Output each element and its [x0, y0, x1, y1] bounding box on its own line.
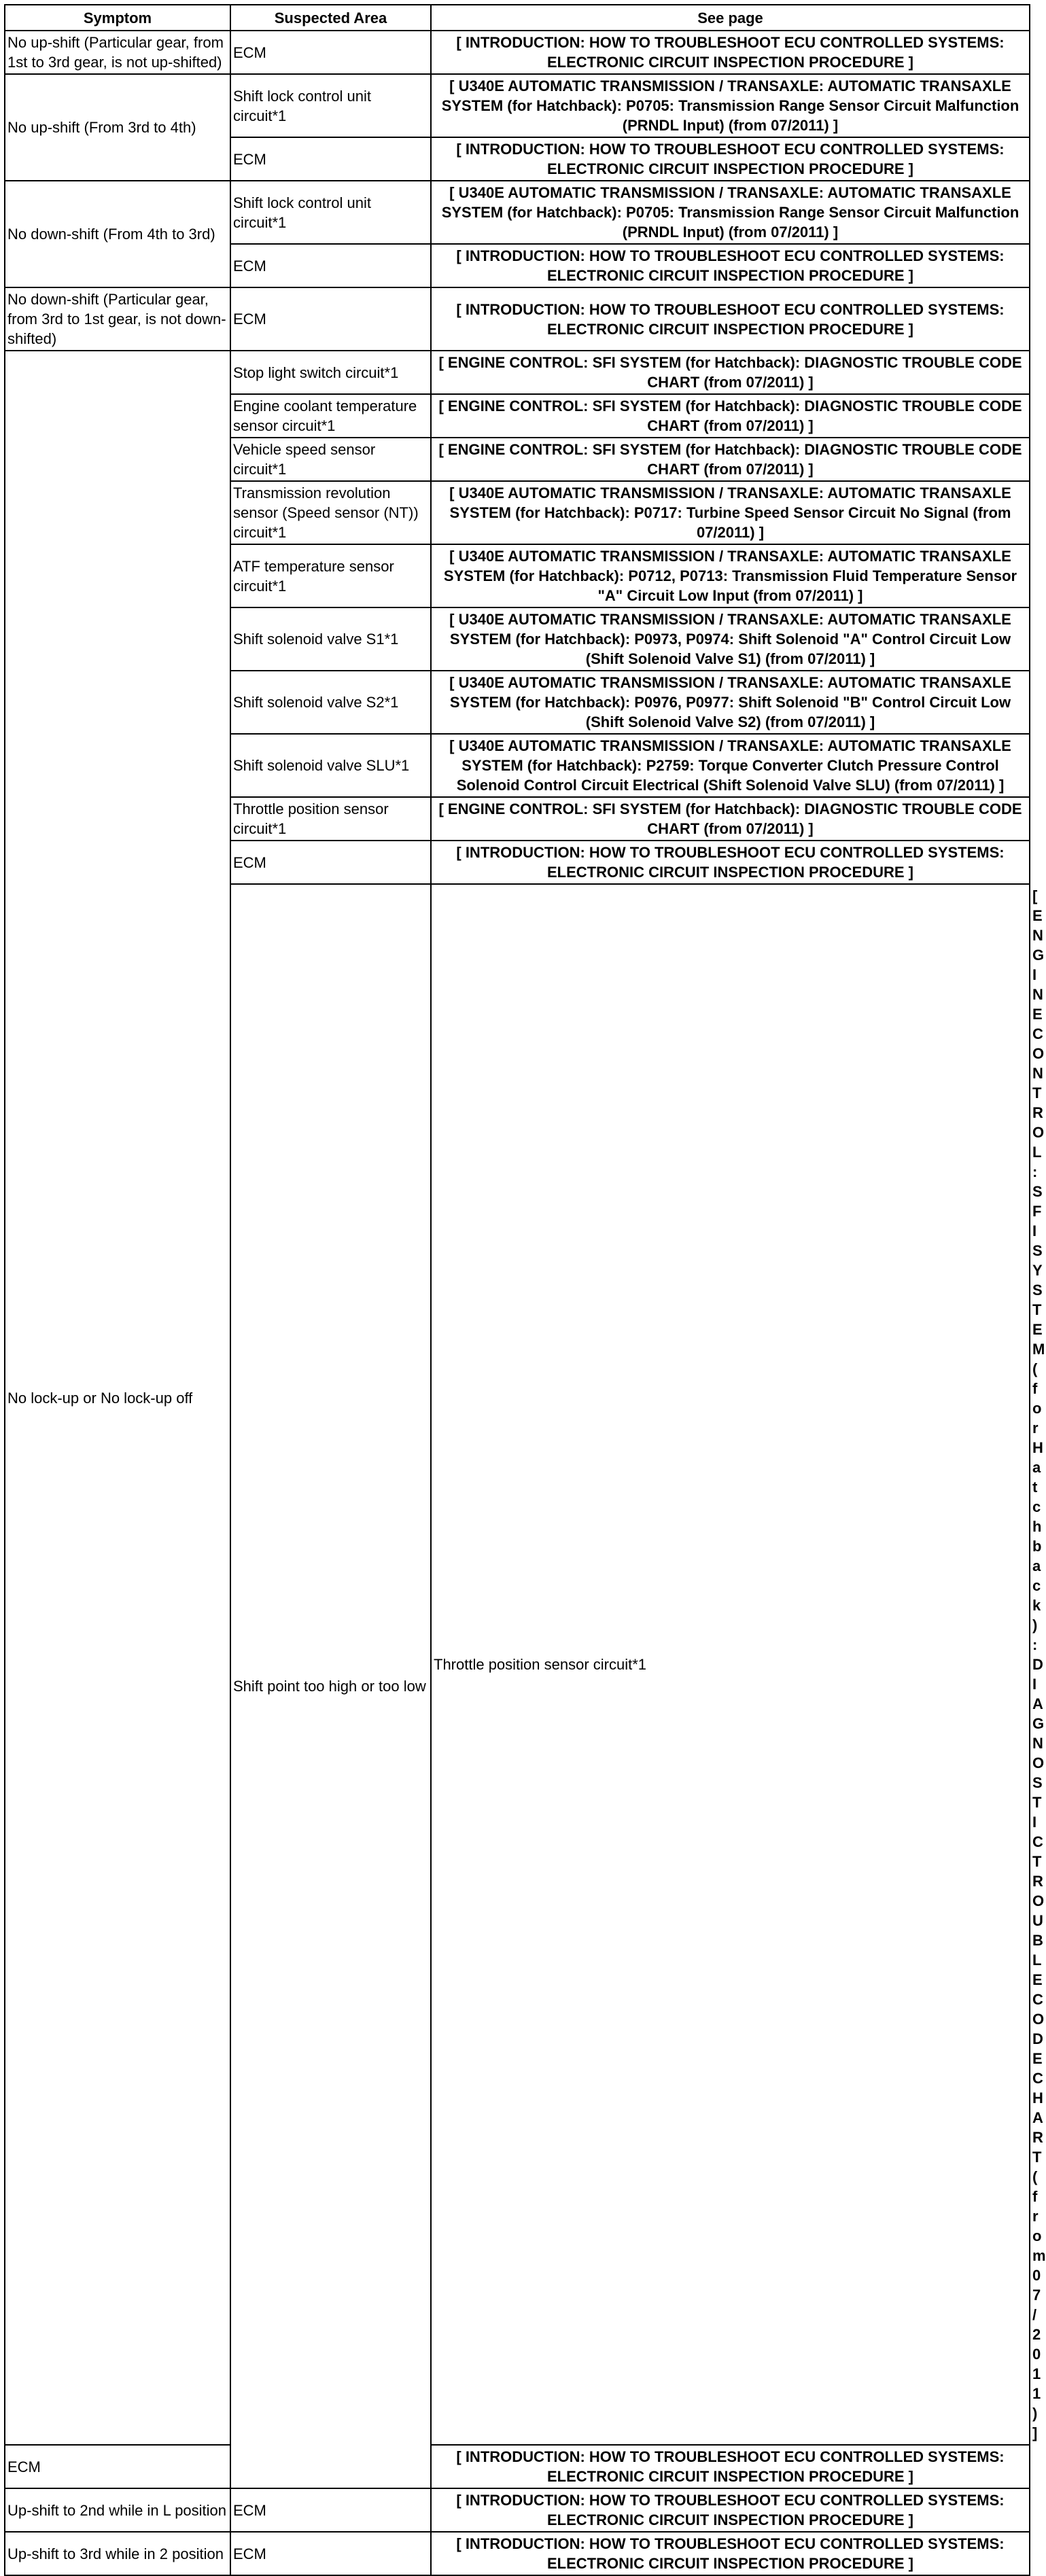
see-page-link[interactable]: [ INTRODUCTION: HOW TO TROUBLESHOOT ECU CONTROLLED SYSTEMS: ELECTRONIC CIRCUIT INSPECTION PROCEDURE ] [431, 244, 1030, 287]
see-page-link[interactable]: [ INTRODUCTION: HOW TO TROUBLESHOOT ECU CONTROLLED SYSTEMS: ELECTRONIC CIRCUIT INSPECTION PROCEDURE ] [431, 2488, 1030, 2532]
see-page-link[interactable]: [ INTRODUCTION: HOW TO TROUBLESHOOT ECU CONTROLLED SYSTEMS: ELECTRONIC CIRCUIT INSPECTION PROCEDURE ] [431, 31, 1030, 74]
symptom-cell: Up-shift to 3rd while in 2 position [5, 2532, 230, 2575]
table-row [5, 181, 1030, 244]
see-page-link[interactable]: [ INTRODUCTION: HOW TO TROUBLESHOOT ECU CONTROLLED SYSTEMS: ELECTRONIC CIRCUIT INSPECTION PROCEDURE ] [431, 2445, 1030, 2488]
table-row [5, 74, 1030, 137]
see-page-link[interactable]: [ ENGINE CONTROL: SFI SYSTEM (for Hatchback): DIAGNOSTIC TROUBLE CODE CHART (from 07/2011) ] [431, 797, 1030, 841]
suspected-area-cell: ECM [230, 2532, 431, 2575]
table-row [5, 2532, 1030, 2575]
symptom-cell: No up-shift (Particular gear, from 1st to 3rd gear, is not up-shifted) [5, 31, 230, 74]
suspected-area-cell: ECM [230, 137, 431, 181]
see-page-link[interactable]: [ U340E AUTOMATIC TRANSMISSION / TRANSAXLE: AUTOMATIC TRANSAXLE SYSTEM (for Hatchback): P0705: Transmission Range Sensor Circuit Malfunction (PRNDL Input) (from 07/2011) ] [431, 74, 1030, 137]
suspected-area-cell: ECM [230, 31, 431, 74]
suspected-area-cell: ATF temperature sensor circuit*1 [230, 544, 431, 607]
symptom-cell: Shift point too high or too low [230, 884, 431, 2488]
header-symptom: Symptom [5, 5, 230, 31]
symptom-cell: No lock-up or No lock-up off [5, 351, 230, 2445]
symptom-cell: Up-shift to 2nd while in L position [5, 2488, 230, 2532]
see-page-link[interactable]: [ U340E AUTOMATIC TRANSMISSION / TRANSAXLE: AUTOMATIC TRANSAXLE SYSTEM (for Hatchback): P0705: Transmission Range Sensor Circuit Malfunction (PRNDL Input) (from 07/2011) ] [431, 181, 1030, 244]
header-see-page: See page [431, 5, 1030, 31]
see-page-link[interactable]: [ U340E AUTOMATIC TRANSMISSION / TRANSAXLE: AUTOMATIC TRANSAXLE SYSTEM (for Hatchback): P0973, P0974: Shift Solenoid "A" Control Circuit Low (Shift Solenoid Valve S1) (from 07/2011) ] [431, 607, 1030, 671]
suspected-area-cell: Shift lock control unit circuit*1 [230, 74, 431, 137]
suspected-area-cell: Shift solenoid valve S2*1 [230, 671, 431, 734]
see-page-link[interactable]: [ INTRODUCTION: HOW TO TROUBLESHOOT ECU CONTROLLED SYSTEMS: ELECTRONIC CIRCUIT INSPECTION PROCEDURE ] [431, 137, 1030, 181]
symptom-cell: No up-shift (From 3rd to 4th) [5, 74, 230, 181]
see-page-link[interactable]: [ U340E AUTOMATIC TRANSMISSION / TRANSAXLE: AUTOMATIC TRANSAXLE SYSTEM (for Hatchback): P0976, P0977: Shift Solenoid "B" Control Circuit Low (Shift Solenoid Valve S2) (from 07/2011) ] [431, 671, 1030, 734]
header-row [5, 5, 1030, 31]
suspected-area-cell: Throttle position sensor circuit*1 [230, 797, 431, 841]
troubleshooting-table [4, 4, 1046, 2576]
table-row [5, 287, 1030, 351]
table-row [5, 351, 1030, 394]
suspected-area-cell: ECM [230, 244, 431, 287]
suspected-area-cell: ECM [230, 287, 431, 351]
suspected-area-cell: Shift lock control unit circuit*1 [230, 181, 431, 244]
table-body [5, 31, 1046, 2575]
suspected-area-cell: Shift solenoid valve S1*1 [230, 607, 431, 671]
table-row [5, 31, 1030, 74]
suspected-area-cell: Throttle position sensor circuit*1 [431, 884, 1030, 2445]
see-page-link[interactable]: [ ENGINE CONTROL: SFI SYSTEM (for Hatchback): DIAGNOSTIC TROUBLE CODE CHART (from 07/2011) ] [431, 351, 1030, 394]
suspected-area-cell: Shift solenoid valve SLU*1 [230, 734, 431, 797]
suspected-area-cell: Stop light switch circuit*1 [230, 351, 431, 394]
see-page-link[interactable]: [ INTRODUCTION: HOW TO TROUBLESHOOT ECU CONTROLLED SYSTEMS: ELECTRONIC CIRCUIT INSPECTION PROCEDURE ] [431, 2532, 1030, 2575]
see-page-link[interactable]: [ U340E AUTOMATIC TRANSMISSION / TRANSAXLE: AUTOMATIC TRANSAXLE SYSTEM (for Hatchback): P2759: Torque Converter Clutch Pressure Control Solenoid Control Circuit Electrical (Shift Solenoid Valve SLU) (from 07/2011) ] [431, 734, 1030, 797]
symptom-cell: No down-shift (Particular gear, from 3rd to 1st gear, is not down-shifted) [5, 287, 230, 351]
suspected-area-cell: Vehicle speed sensor circuit*1 [230, 438, 431, 481]
header-suspected-area: Suspected Area [230, 5, 431, 31]
table-row [5, 2445, 1030, 2488]
symptom-cell: No down-shift (From 4th to 3rd) [5, 181, 230, 287]
see-page-link[interactable]: [ U340E AUTOMATIC TRANSMISSION / TRANSAXLE: AUTOMATIC TRANSAXLE SYSTEM (for Hatchback): P0712, P0713: Transmission Fluid Temperature Sensor "A" Circuit Low Input (from 07/2011) ] [431, 544, 1030, 607]
suspected-area-cell: ECM [230, 2488, 431, 2532]
see-page-link[interactable]: [ ENGINE CONTROL: SFI SYSTEM (for Hatchback): DIAGNOSTIC TROUBLE CODE CHART (from 07/2011) ] [431, 394, 1030, 438]
see-page-link[interactable]: [ U340E AUTOMATIC TRANSMISSION / TRANSAXLE: AUTOMATIC TRANSAXLE SYSTEM (for Hatchback): P0717: Turbine Speed Sensor Circuit No Signal (from 07/2011) ] [431, 481, 1030, 544]
suspected-area-cell: Transmission revolution sensor (Speed sensor (NT)) circuit*1 [230, 481, 431, 544]
see-page-link[interactable]: [ ENGINE CONTROL: SFI SYSTEM (for Hatchback): DIAGNOSTIC TROUBLE CODE CHART (from 07/2011) ] [431, 438, 1030, 481]
table-row [5, 2488, 1030, 2532]
suspected-area-cell: ECM [230, 841, 431, 884]
suspected-area-cell: Engine coolant temperature sensor circuit*1 [230, 394, 431, 438]
see-page-link[interactable]: [ INTRODUCTION: HOW TO TROUBLESHOOT ECU CONTROLLED SYSTEMS: ELECTRONIC CIRCUIT INSPECTION PROCEDURE ] [431, 287, 1030, 351]
table-row: Shift point too high or too low Throttle position sensor circuit*1 [ ENGINE CONTROL: SFI SYSTEM (for Hatchback): DIAGNOSTIC TROUBLE CODE CHART (from 07/2011) ] [5, 884, 1030, 2445]
suspected-area-cell: ECM [5, 2445, 230, 2488]
see-page-link[interactable]: [ INTRODUCTION: HOW TO TROUBLESHOOT ECU CONTROLLED SYSTEMS: ELECTRONIC CIRCUIT INSPECTION PROCEDURE ] [431, 841, 1030, 884]
